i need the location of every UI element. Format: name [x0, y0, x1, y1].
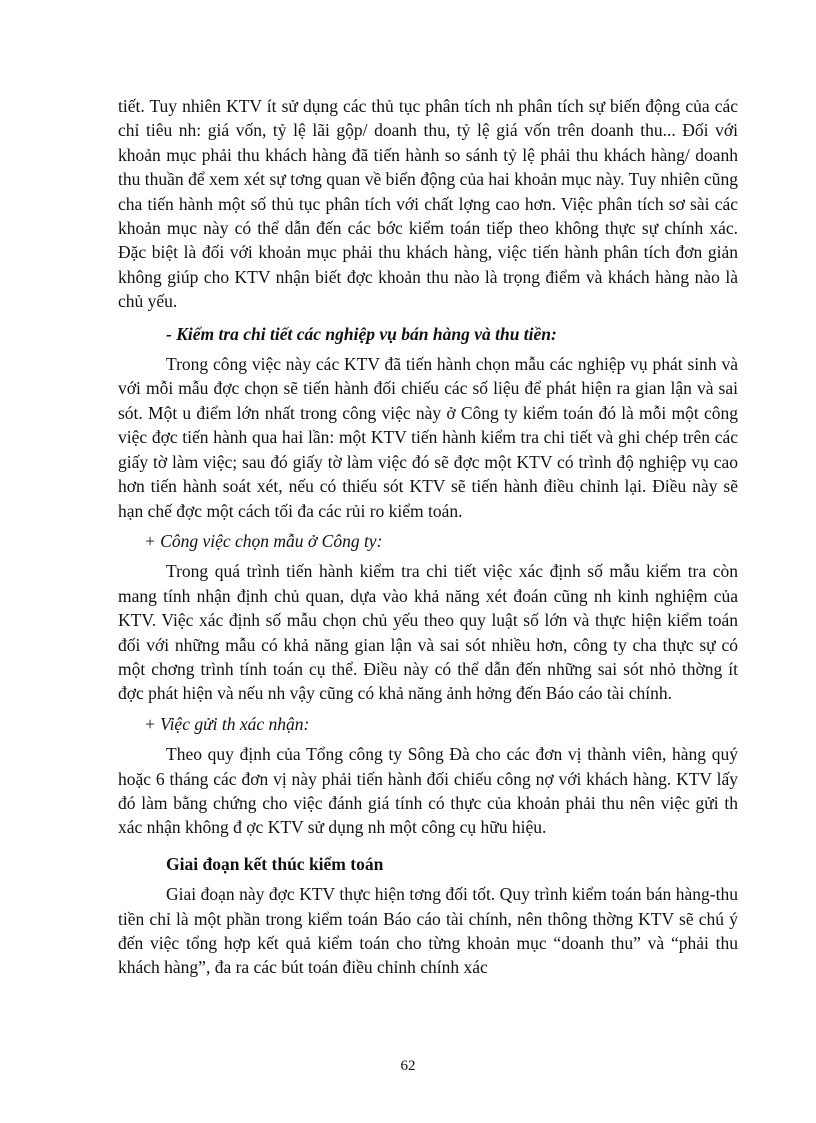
paragraph-completion: Giai đoạn này đợc KTV thực hiện tơng đối tốt. Quy trình kiểm toán bán hàng-thu tiền chỉ là một phần trong kiểm toán Báo cáo tài chính, nên thông thờng KTV sẽ chú ý đến việc tổng hợp kết quả kiểm toán cho từng khoản mục “doanh thu” và “phải thu khách hàng”, đa ra các bút toán điều chỉnh chính xác [118, 884, 738, 978]
section-title-completion: Giai đoạn kết thúc kiểm toán [166, 853, 384, 874]
paragraph-confirmation: Theo quy định của Tổng công ty Sông Đà cho các đơn vị thành viên, hàng quý hoặc 6 tháng các đơn vị này phải tiến hành đối chiếu công nợ với khách hàng. KTV lấy đó làm bằng chứng cho việc đánh giá tính có thực của khoản phải thu nên việc gửi th xác nhận không đ ợc KTV sử dụng nh một công cụ hữu hiệu. [118, 744, 738, 838]
subheading-confirmation: + Việc gửi th xác nhận: [144, 713, 310, 734]
subheading-sampling: + Công việc chọn mẫu ở Công ty: [144, 530, 383, 551]
paragraph-detail-test: Trong công việc này các KTV đã tiến hành chọn mẫu các nghiệp vụ phát sinh và với mỗi mẫu đợc chọn sẽ tiến hành đối chiếu các số liệu để phát hiện ra gian lận và sai sót. Một u điểm lớn nhất trong công việc này ở Công ty kiểm toán đó là mỗi một công việc đợc tiến hành qua hai lần: một KTV tiến hành kiểm tra chi tiết và ghi chép trên các giấy tờ làm việc; sau đó giấy tờ làm việc đó sẽ đợc một KTV có trình độ nghiệp vụ cao hơn tiến hành soát xét, nếu có thiếu sót KTV sẽ tiến hành điều chỉnh lại. Điều này sẽ hạn chế đợc một cách tối đa các rủi ro kiểm toán. [118, 354, 738, 521]
page-number: 62 [400, 1058, 416, 1074]
paragraph-analysis: tiết. Tuy nhiên KTV ít sử dụng các thủ tục phân tích nh phân tích sự biến động của các chỉ tiêu nh: giá vốn, tỷ lệ lãi gộp/ doanh thu, tỷ lệ giá vốn trên doanh thu... Đối với khoản mục phải thu khách hàng đã tiến hành so sánh tỷ lệ phải thu khách hàng/ doanh thu thuần để xem xét sự tơng quan về biến động của hai khoản mục này. Tuy nhiên cũng cha tiến hành một số thủ tục phân tích với chất lợng cao hơn. Việc phân tích sơ sài các khoản mục này có thể dẫn đến các bớc kiểm toán tiếp theo không thực sự chính xác. Đặc biệt là đối với khoản mục phải thu khách hàng, việc tiến hành phân tích đơn giản không giúp cho KTV nhận biết đợc khoản thu nào là trọng điểm và khách hàng nào là chủ yếu. [118, 96, 738, 312]
paragraph-sampling: Trong quá trình tiến hành kiểm tra chi tiết việc xác định số mẫu kiểm tra còn mang tính nhận định chủ quan, dựa vào khả năng xét đoán cũng nh kinh nghiệm của KTV. Việc xác định số mẫu chọn chủ yếu theo quy luật số lớn và thực hiện kiểm toán đối với những mẫu có khả năng gian lận và sai sót nhiều hơn, công ty cha thực sự có một chơng trình tính toán cụ thể. Điều này có thể dẫn đến những sai sót nhỏ thờng ít đợc phát hiện và nếu nh vậy cũng có khả năng ảnh hởng đến Báo cáo tài chính. [118, 561, 738, 704]
document-body [118, 94, 738, 980]
heading-detail-test: - Kiểm tra chi tiết các nghiệp vụ bán hàng và thu tiền: [166, 323, 557, 344]
